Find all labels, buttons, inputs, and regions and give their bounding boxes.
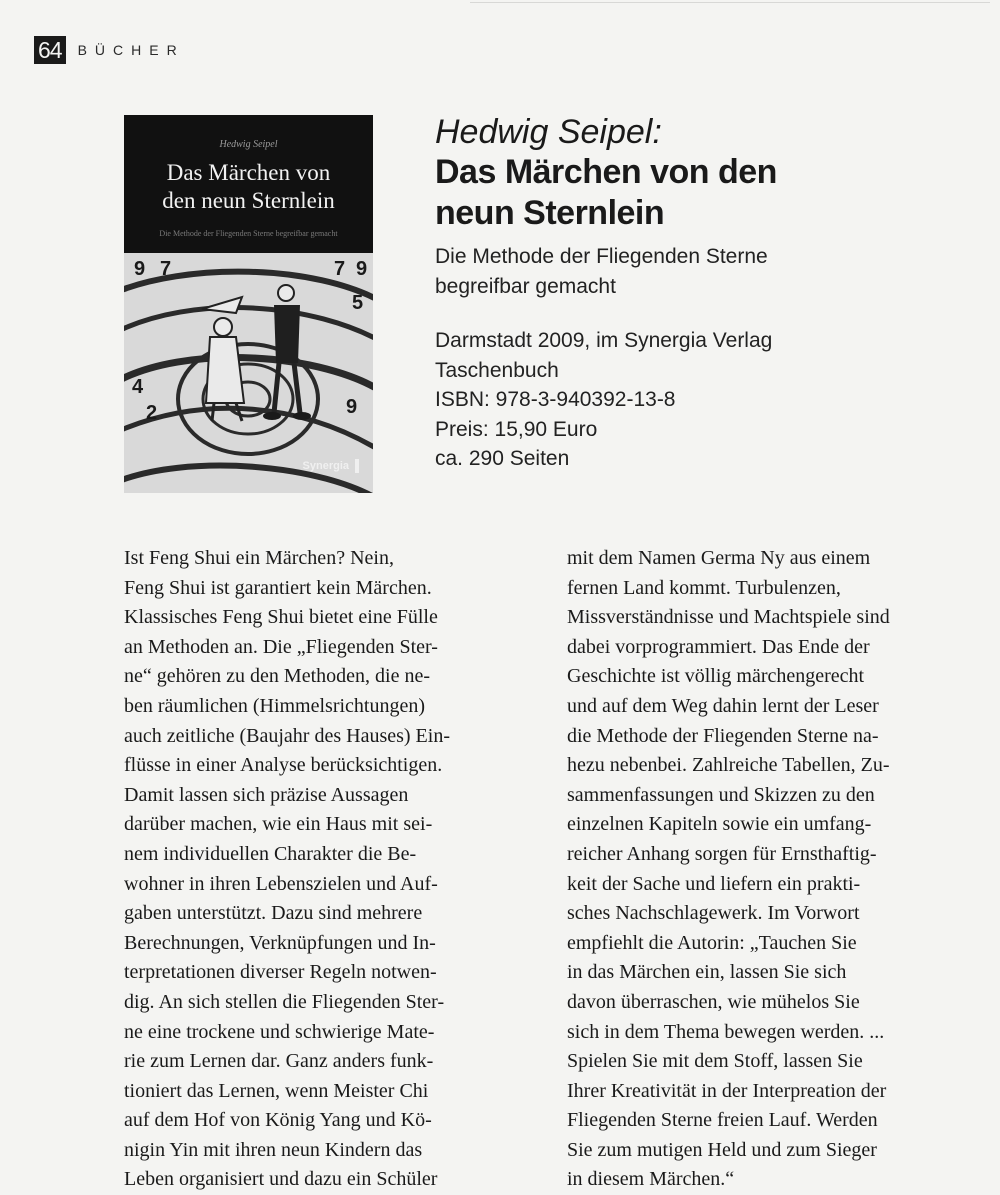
cover-title-line: den neun Sternlein — [162, 188, 335, 213]
review-text-line: Ihrer Kreativität in der Interpreation der — [567, 1079, 887, 1102]
price-info: Preis: 15,90 Euro — [435, 417, 598, 441]
review-text-line: an Methoden an. Die „Fliegenden Ster- — [124, 635, 438, 658]
section-label: BÜCHER — [77, 42, 185, 58]
cover-subtitle: Die Methode der Fliegenden Sterne begreifbar gemacht — [159, 229, 338, 238]
cover-title-line: Das Märchen von — [166, 160, 331, 185]
review-text-line: hezu nebenbei. Zahlreiche Tabellen, Zu- — [567, 754, 890, 777]
cover-number: 7 — [160, 258, 172, 280]
book-details — [435, 326, 975, 474]
book-title-line: neun Sternlein — [435, 194, 665, 232]
review-text-line: und auf dem Weg dahin lernt der Leser — [567, 694, 879, 717]
review-text-line: wohner in ihren Lebenszielen und Auf- — [124, 872, 438, 895]
top-scan-line — [470, 2, 990, 3]
cover-number: 7 — [334, 258, 346, 280]
book-info — [435, 112, 975, 474]
cover-number: 9 — [134, 258, 146, 280]
review-text-line: gaben unterstützt. Dazu sind mehrere — [124, 902, 423, 925]
cover-title — [124, 159, 373, 215]
review-text-line: Ist Feng Shui ein Märchen? Nein, — [124, 547, 394, 569]
review-text-line: rie zum Lernen dar. Ganz anders funk- — [124, 1050, 434, 1073]
review-text-line: nigin Yin mit ihren neun Kindern das — [124, 1138, 423, 1161]
cover-illustration — [124, 253, 373, 493]
format-info: Taschenbuch — [435, 358, 559, 382]
review-text-line: Missverständnisse und Machtspiele sind — [567, 606, 890, 629]
cover-number: 9 — [346, 396, 358, 418]
review-column-right — [567, 544, 987, 1195]
page-number: 64 — [34, 36, 66, 64]
review-text-line: Fliegenden Sterne freien Lauf. Werden — [567, 1109, 878, 1132]
review-text-line: sches Nachschlagewerk. Im Vorwort — [567, 902, 860, 925]
review-text-line: nem individuellen Charakter die Be- — [124, 842, 417, 865]
book-subtitle-line: begreifbar gemacht — [435, 275, 616, 298]
review-text-line: Spielen Sie mit dem Stoff, lassen Sie — [567, 1050, 863, 1073]
review-text-line: davon überraschen, wie mühelos Sie — [567, 990, 860, 1013]
review-text-line: empfiehlt die Autorin: „Tauchen Sie — [567, 931, 857, 954]
review-text-line: die Methode der Fliegenden Sterne na- — [567, 724, 879, 747]
review-text-line: Geschichte ist völlig märchengerecht — [567, 665, 865, 688]
review-text-line: ben räumlichen (Himmelsrichtungen) — [124, 694, 426, 717]
review-text-line: auf dem Hof von König Yang und Kö- — [124, 1109, 432, 1132]
review-text-line: dabei vorprogrammiert. Das Ende der — [567, 635, 870, 658]
review-text-line: flüsse in einer Analyse berücksichtigen. — [124, 754, 443, 777]
publisher-logo-icon — [355, 459, 359, 473]
isbn-info: ISBN: 978-3-940392-13-8 — [435, 388, 676, 411]
book-cover-image — [124, 115, 373, 493]
cover-number: 4 — [132, 376, 144, 398]
review-text-line: Berechnungen, Verknüpfungen und In- — [124, 931, 436, 954]
cover-number: 2 — [146, 402, 158, 424]
page-header — [34, 36, 185, 64]
book-subtitle-line: Die Methode der Fliegenden Sterne — [435, 245, 768, 268]
review-text-line: tioniert das Lernen, wenn Meister Chi — [124, 1079, 429, 1102]
review-text-line: Feng Shui ist garantiert kein Märchen. — [124, 576, 432, 599]
review-text-line: dig. An sich stellen die Fliegenden Ster- — [124, 990, 445, 1013]
cover-number: 5 — [352, 292, 364, 314]
review-text-line: Damit lassen sich präzise Aussagen — [124, 783, 409, 806]
cover-publisher — [303, 459, 359, 473]
review-text-line: sich in dem Thema bewegen werden. ... — [567, 1020, 885, 1043]
pages-info: ca. 290 Seiten — [435, 447, 570, 470]
review-text-line: reicher Anhang sorgen für Ernsthaftig- — [567, 842, 877, 865]
review-text-line: Sie zum mutigen Held und zum Sieger — [567, 1138, 877, 1161]
review-text-line: keit der Sache und liefern ein prakti- — [567, 872, 861, 895]
review-text-line: darüber machen, wie ein Haus mit sei- — [124, 813, 433, 836]
review-text-line: auch zeitliche (Baujahr des Hauses) Ein- — [124, 724, 450, 747]
cover-publisher-name: Synergia — [302, 460, 349, 472]
book-subtitle — [435, 242, 975, 302]
review-text-line: Klassisches Feng Shui bietet eine Fülle — [124, 606, 438, 629]
publication-info: Darmstadt 2009, im Synergia Verlag — [435, 329, 773, 352]
review-text-line: terpretationen diverser Regeln notwen- — [124, 961, 437, 984]
review-text-line: ne“ gehören zu den Methoden, die ne- — [124, 665, 430, 688]
review-text-line: mit dem Namen Germa Ny aus einem — [567, 547, 871, 569]
review-text-line: einzelnen Kapiteln sowie ein umfang- — [567, 813, 872, 836]
book-title — [435, 152, 975, 234]
book-title-line: Das Märchen von den — [435, 153, 777, 191]
review-column-left — [124, 544, 544, 1195]
review-text-line: Leben organisiert und dazu ein Schüler — [124, 1168, 438, 1191]
cover-number: 9 — [356, 258, 368, 280]
review-text-line: in das Märchen ein, lassen Sie sich — [567, 961, 847, 984]
review-text-line: in diesem Märchen.“ — [567, 1168, 735, 1191]
review-text-line: fernen Land kommt. Turbulenzen, — [567, 576, 841, 599]
book-author: Hedwig Seipel: — [435, 113, 662, 151]
cover-author: Hedwig Seipel — [219, 139, 278, 150]
review-text-line: sammenfassungen und Skizzen zu den — [567, 783, 875, 806]
review-text-line: ne eine trockene und schwierige Mate- — [124, 1020, 435, 1043]
